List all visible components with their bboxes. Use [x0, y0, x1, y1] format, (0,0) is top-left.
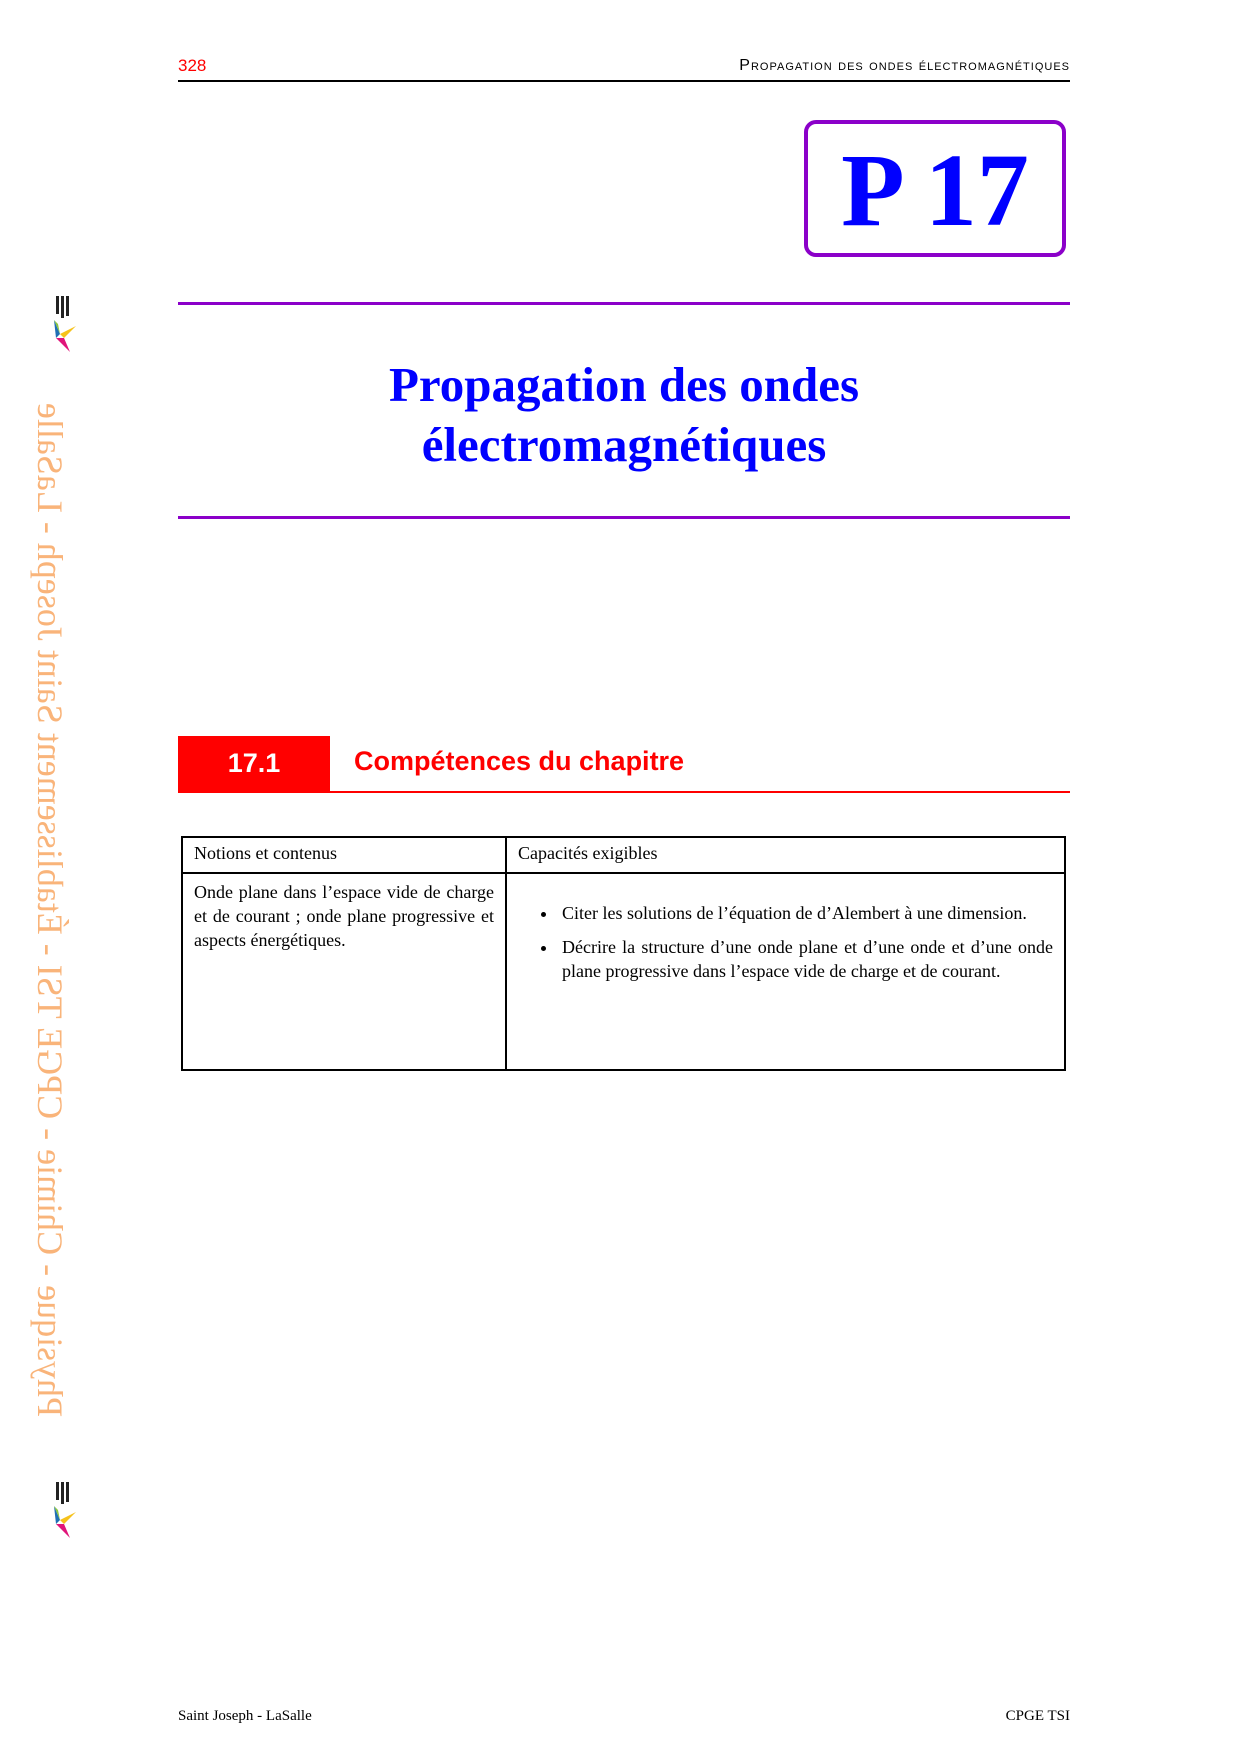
- notion-text: Onde plane dans l’espace vide de charge et de courant ; onde plane progressive et aspects énergétiques.: [194, 882, 494, 950]
- chapter-badge: [804, 120, 1066, 257]
- running-header: [178, 54, 1070, 82]
- table-row: [182, 873, 1065, 1070]
- capacity-item: • Citer les solutions de l’équation de d’Alembert à une dimension.: [558, 901, 1053, 925]
- section-title: Compétences du chapitre: [354, 746, 685, 776]
- competences-table: [181, 836, 1066, 1071]
- column-header-notions: Notions et contenus: [182, 837, 506, 873]
- chapter-label: P 17: [841, 132, 1029, 248]
- title-rule-bottom: [178, 516, 1070, 519]
- footer-class: CPGE TSI: [1005, 1708, 1070, 1724]
- footer-school: Saint Joseph - LaSalle: [178, 1708, 312, 1724]
- section-heading: [178, 736, 1070, 793]
- star-logo-icon: [34, 1480, 84, 1540]
- star-logo-icon: [34, 294, 84, 354]
- capacities-cell: [506, 873, 1065, 1070]
- side-watermark-band: [30, 360, 70, 1460]
- section-number: 17.1: [178, 736, 330, 791]
- title-rule-top: [178, 302, 1070, 305]
- running-title: Propagation des ondes électromagnétiques: [739, 57, 1070, 74]
- capacity-item: • Décrire la structure d’une onde plane et d’une onde et d’une onde plane progressive dans l’espace vide de charge et de courant.: [558, 935, 1053, 983]
- table-header-row: [182, 837, 1065, 873]
- capacities-list: [518, 901, 1053, 983]
- notion-cell: [182, 873, 506, 1070]
- chapter-title-line-2: électromagnétiques: [421, 417, 827, 472]
- chapter-title: [178, 355, 1070, 475]
- chapter-title-line-1: Propagation des ondes: [388, 357, 860, 412]
- page-number: 328: [178, 56, 207, 75]
- side-watermark: Physique - Chimie - CPGE TSI - Établissement Saint Joseph - LaSalle: [30, 402, 70, 1418]
- column-header-capacites: Capacités exigibles: [506, 837, 1065, 873]
